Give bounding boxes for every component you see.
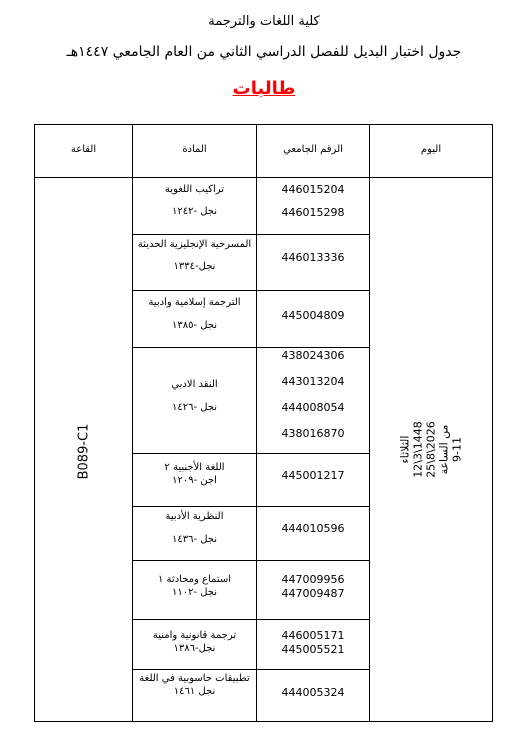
header-day: اليوم — [370, 125, 493, 178]
subject-name: الترجمة إسلامية وادبية — [148, 297, 241, 308]
ids-cell — [257, 620, 370, 670]
ids-cell — [257, 454, 370, 507]
ids-cell — [257, 670, 370, 722]
student-id: 444010596 — [281, 522, 345, 535]
student-id: 447009487 — [281, 587, 345, 600]
subject-name: تراكيب اللغوية — [164, 184, 225, 195]
room-cell — [35, 178, 133, 722]
student-id: 443013204 — [281, 375, 345, 388]
document-title: جدول اختبار البديل للفصل الدراسي الثاني من العام الجامعي ١٤٤٧هـ — [66, 44, 462, 60]
hijri-date: 12\3\1448 — [411, 420, 425, 478]
day-name: الثلاثاء — [398, 435, 412, 463]
header-room: القاعة — [35, 125, 133, 178]
subject-code: نجل-١٣٣٤ — [173, 261, 216, 272]
ids-cell — [257, 507, 370, 561]
table-header-row — [35, 125, 493, 178]
student-id: 446013336 — [281, 251, 345, 264]
student-id: 445005521 — [281, 643, 345, 656]
ids-cell — [257, 291, 370, 348]
gregorian-date: 25\8\2026 — [424, 420, 438, 478]
ids-cell — [257, 178, 370, 235]
subject-code: نجل ١٤٦١ — [173, 686, 216, 697]
student-id: 444005324 — [281, 686, 345, 699]
subject-cell — [133, 454, 257, 507]
header-student-id: الرقم الجامعي — [257, 125, 370, 178]
college-name: كلية اللغات والترجمة — [208, 14, 320, 29]
subject-code: نجل -١٤٣٦ — [171, 534, 218, 545]
day-cell — [370, 178, 493, 722]
subject-name: استماع ومحادثة ١ — [158, 574, 231, 585]
subject-code: اجن -١٢٠٩ — [172, 475, 217, 486]
room-code: B089-C1 — [76, 423, 91, 480]
document-subtitle: طالبات — [232, 78, 296, 99]
subject-cell — [133, 291, 257, 348]
subject-code: نجل -١١٠٢ — [171, 587, 218, 598]
subject-cell — [133, 178, 257, 235]
subject-name: تطبيقات حاسوبية في اللغة — [139, 673, 250, 684]
exam-schedule-table — [34, 124, 493, 722]
time-label: من الساعة — [437, 424, 451, 474]
exam-time: 9-11 — [450, 436, 464, 462]
student-id: 447009956 — [281, 573, 345, 586]
table-row — [35, 178, 493, 235]
subject-name: النظرية الأدبية — [165, 511, 224, 522]
subject-cell — [133, 348, 257, 454]
subject-cell — [133, 670, 257, 722]
subject-name: المسرحية الإنجليزية الحديثة — [137, 239, 252, 250]
student-id: 445001217 — [281, 469, 345, 482]
student-id: 444008054 — [281, 401, 345, 414]
subject-code: نجل -١٣٨٥ — [171, 320, 218, 331]
subject-code: نجل -١٤٢٦ — [171, 402, 218, 413]
ids-cell — [257, 235, 370, 291]
student-id: 438016870 — [281, 427, 345, 440]
day-details — [399, 421, 464, 477]
subject-cell — [133, 235, 257, 291]
subject-code: نجل -١٢٤٢ — [171, 206, 218, 217]
student-id: 446005171 — [281, 629, 345, 642]
student-id: 446015298 — [281, 206, 345, 219]
ids-cell — [257, 348, 370, 454]
header-subject: المادة — [133, 125, 257, 178]
student-id: 445004809 — [281, 309, 345, 322]
subject-name: ترجمة قانونية وامنية — [152, 630, 237, 641]
ids-cell — [257, 561, 370, 620]
subject-cell — [133, 620, 257, 670]
student-id: 438024306 — [281, 349, 345, 362]
subject-code: نجل-١٣٨٦ — [173, 643, 216, 654]
subject-name: النقد الادبي — [171, 379, 218, 390]
student-id: 446015204 — [281, 183, 345, 196]
subject-name: اللغة الأجنبية ٢ — [164, 462, 225, 473]
subject-cell — [133, 507, 257, 561]
subject-cell — [133, 561, 257, 620]
